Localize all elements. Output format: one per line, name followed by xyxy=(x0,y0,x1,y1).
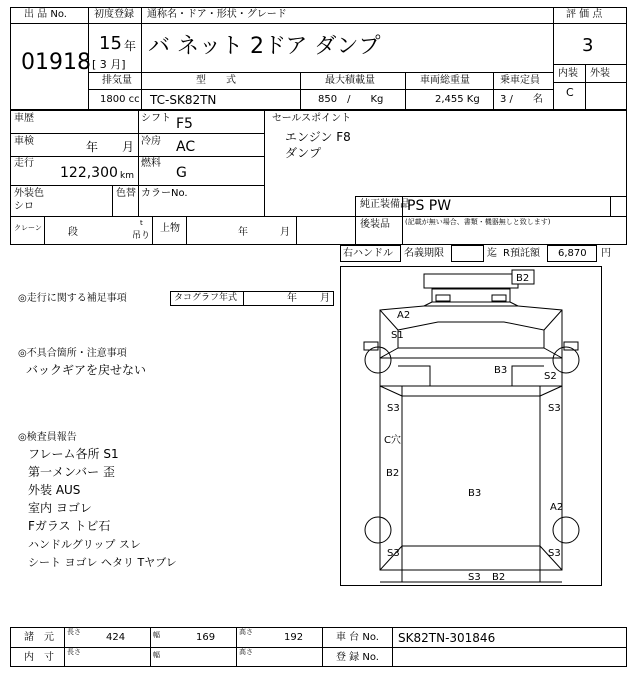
lot-label: 出 品 No. xyxy=(24,9,67,20)
equipment-label: 純正装備品 xyxy=(360,199,410,210)
mark-s3-left: S3 xyxy=(387,403,400,414)
max-load: 850 / Kg xyxy=(318,94,384,105)
max-load-label: 最大積載量 xyxy=(325,75,375,86)
mark-s3-rear-left: S3 xyxy=(387,548,400,559)
crane-label: クレーン xyxy=(14,224,42,232)
vehicle-damage-diagram xyxy=(340,266,602,586)
color-value: シロ xyxy=(14,201,34,212)
exterior-grade-label: 外装 xyxy=(590,68,610,79)
rating-label: 評 価 点 xyxy=(566,9,603,20)
inspection-label: 車検 xyxy=(14,136,34,147)
defect-1: バックギアを戻せない xyxy=(26,363,147,377)
gross-weight: 2,455 Kg xyxy=(435,94,480,105)
mark-s2-right: S2 xyxy=(544,371,557,382)
sales-point-1: エンジン F8 xyxy=(285,130,351,144)
car-name-label: 通称名・ドア・形状・グレード xyxy=(147,9,287,20)
mileage-unit: km xyxy=(120,171,134,181)
inspection-value: 年 月 xyxy=(86,140,135,154)
inspector-item-5: Fガラス トビ石 xyxy=(28,519,111,533)
width-label: 幅 xyxy=(153,631,160,639)
lot-number: 01918 xyxy=(21,50,91,75)
chassis-label: 車 台 No. xyxy=(336,632,379,643)
inspector-item-4: 室内 ヨゴレ xyxy=(28,501,92,515)
ac-label: 冷房 xyxy=(141,136,161,147)
mileage-label: 走行 xyxy=(14,158,34,169)
tacho-month-unit: 月 xyxy=(320,293,330,304)
displacement-label: 排気量 xyxy=(102,75,132,86)
car-name: バ ネット 2ドア ダンプ xyxy=(148,34,381,59)
deadline-char: 迄 xyxy=(487,248,497,259)
inspector-item-7: シート ヨゴレ ヘタリ Tヤブレ xyxy=(28,556,177,569)
mark-a2-cab: A2 xyxy=(397,310,411,321)
length-value: 424 xyxy=(106,632,126,643)
color-label: 外装色 xyxy=(14,188,44,199)
yen-unit: 円 xyxy=(601,248,611,259)
handle-side: 右ハンドル xyxy=(343,248,393,259)
mark-hole-left: C穴 xyxy=(384,435,401,446)
inspector-item-6: ハンドルグリップ スレ xyxy=(28,538,141,551)
crane-ton-unit: t xyxy=(140,219,143,227)
sales-point-2: ダンプ xyxy=(285,146,322,160)
displacement: 1800 cc xyxy=(100,94,140,105)
rating-value: 3 xyxy=(582,35,594,56)
reg-no-label: 登 録 No. xyxy=(336,652,379,663)
mark-s3-right: S3 xyxy=(548,403,561,414)
dims-label: 諸 元 xyxy=(24,632,54,643)
height-value: 192 xyxy=(284,632,304,643)
interior-length-label: 長さ xyxy=(67,648,81,656)
interior-dims-label: 内 寸 xyxy=(24,652,54,663)
crane-stage-unit: 段 xyxy=(68,227,78,238)
reg-year-unit: 年 xyxy=(124,39,137,53)
driving-notes-title: ◎走行に関する補足事項 xyxy=(18,293,127,304)
height-label: 高さ xyxy=(239,628,253,636)
capacity: 3 / 名 xyxy=(500,94,543,105)
length-label: 長さ xyxy=(67,628,81,636)
crane-hoist-unit: 吊り xyxy=(132,231,151,241)
inspector-item-2: 第一メンバー 歪 xyxy=(28,465,115,479)
top-month-unit: 月 xyxy=(280,227,290,238)
tacho-label: タコグラフ年式 xyxy=(174,293,238,303)
inspector-item-1: フレーム各所 S1 xyxy=(28,447,119,461)
mark-a2-right: A2 xyxy=(550,502,564,513)
mark-s3-rear: S3 xyxy=(468,572,481,583)
model-label: 型 式 xyxy=(196,75,236,86)
color-change-label: 色替 xyxy=(116,188,136,199)
fuel-label: 燃料 xyxy=(141,158,161,169)
reg-year: 15 xyxy=(99,33,122,54)
inspector-item-3: 外装 AUS xyxy=(28,483,81,497)
sales-point-label: セールスポイント xyxy=(272,113,352,124)
chassis-value: SK82TN-301846 xyxy=(398,631,496,645)
r-label: R預託額 xyxy=(503,248,540,259)
fuel-value: G xyxy=(176,165,187,181)
interior-grade: C xyxy=(566,86,574,99)
ac-value: AC xyxy=(176,139,196,155)
model-code: TC-SK82TN xyxy=(150,93,217,107)
mark-b2-left: B2 xyxy=(386,468,400,479)
aftermarket-note: (記載が無い場合、書類・機器無しと致します) xyxy=(405,218,551,226)
inspector-title: ◎検査員報告 xyxy=(18,432,77,443)
color-code-label: カラーNo. xyxy=(141,188,188,199)
shift-label: シフト xyxy=(141,113,171,124)
mark-b3-cab: B3 xyxy=(494,365,508,376)
capacity-label: 乗車定員 xyxy=(500,75,540,86)
equipment-value: PS PW xyxy=(407,198,452,214)
history-label: 車歴 xyxy=(14,113,34,124)
aftermarket-label: 後装品 xyxy=(360,219,390,230)
top-year-unit: 年 xyxy=(238,227,248,238)
r-amount: 6,870 xyxy=(558,248,587,259)
gross-weight-label: 車両総重量 xyxy=(420,75,470,86)
interior-height-label: 高さ xyxy=(239,648,253,656)
mark-s3-rear-right: S3 xyxy=(548,548,561,559)
tacho-year-unit: 年 xyxy=(287,293,297,304)
mileage-value: 122,300 xyxy=(60,165,118,181)
defects-title: ◎不具合箇所・注意事項 xyxy=(18,348,127,359)
mark-s1-cab: S1 xyxy=(391,330,404,341)
mark-b3-bed: B3 xyxy=(468,488,482,499)
top-label: 上物 xyxy=(160,223,180,234)
mark-b2-front: B2 xyxy=(516,273,530,284)
interior-grade-label: 内装 xyxy=(558,68,578,79)
name-change-label: 名義期限 xyxy=(404,248,444,259)
reg-month: [ 3 月] xyxy=(92,58,126,71)
shift-value: F5 xyxy=(176,116,193,132)
first-reg-label: 初度登録 xyxy=(94,9,134,20)
width-value: 169 xyxy=(196,632,216,643)
interior-width-label: 幅 xyxy=(153,651,160,659)
mark-b2-rear: B2 xyxy=(492,572,506,583)
